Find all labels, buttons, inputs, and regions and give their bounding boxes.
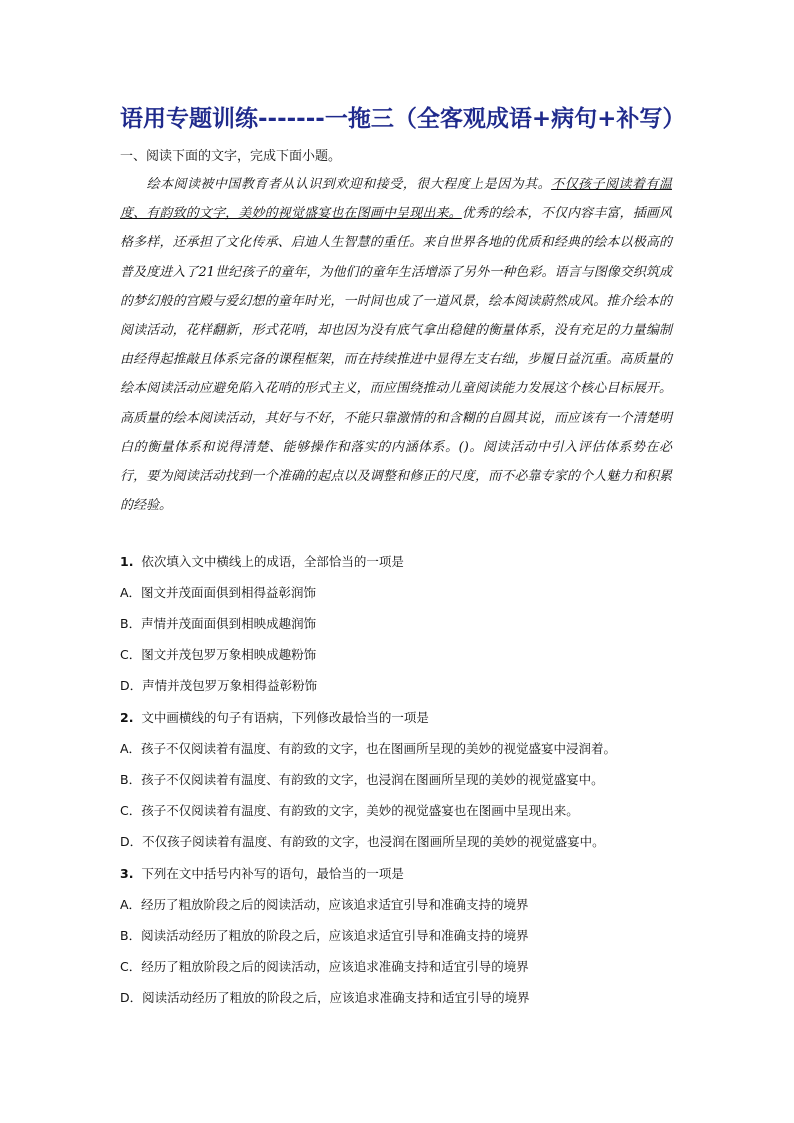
option-item: D．阅读活动经历了粗放的阶段之后，应该追求准确支持和适宜引导的境界 xyxy=(120,990,530,1005)
option-item: A．孩子不仅阅读着有温度、有韵致的文字，也在图画所呈现的美妙的视觉盛宴中浸润着。 xyxy=(120,741,617,756)
option-item: A．经历了粗放阶段之后的阅读活动，应该追求适宜引导和准确支持的境界 xyxy=(120,897,529,912)
option-item: D．声情并茂包罗万象相得益彰粉饰 xyxy=(120,678,318,693)
underlined-sentence: 不仅孩子阅读着有温度、有韵致的文字，美妙的视觉盛宴也在图画中呈现出来。 xyxy=(120,177,672,222)
document-title: 语用专题训练-------一拖三（全客观成语+病句+补写） xyxy=(120,106,686,132)
reading-passage xyxy=(120,170,672,520)
option-item: C．经历了粗放阶段之后的阅读活动，应该追求准确支持和适宜引导的境界 xyxy=(120,959,529,974)
question-stem: 1. 依次填入文中横线上的成语，全部恰当的一项是 xyxy=(120,554,404,569)
option-item: B．声情并茂面面俱到相映成趣润饰 xyxy=(120,616,317,631)
section-heading: 一、阅读下面的文字，完成下面小题。 xyxy=(120,149,342,164)
option-item: A．图文并茂面面俱到相得益彰润饰 xyxy=(120,585,317,600)
question-stem: 3. 下列在文中括号内补写的语句，最恰当的一项是 xyxy=(120,866,404,881)
option-item: B．孩子不仅阅读着有温度、有韵致的文字，也浸润在图画所呈现的美妙的视觉盛宴中。 xyxy=(120,772,604,787)
option-item: B．阅读活动经历了粗放的阶段之后，应该追求适宜引导和准确支持的境界 xyxy=(120,928,529,943)
passage-text-part1: 绘本阅读被中国教育者从认识到欢迎和接受，很大程度上是因为其。 xyxy=(146,177,552,192)
option-item: D．不仅孩子阅读着有温度、有韵致的文字，也浸润在图画所呈现的美妙的视觉盛宴中。 xyxy=(120,834,605,849)
option-item: C．孩子不仅阅读着有温度、有韵致的文字，美妙的视觉盛宴也在图画中呈现出来。 xyxy=(120,803,579,818)
question-stem: 2. 文中画横线的句子有语病，下列修改最恰当的一项是 xyxy=(120,710,429,725)
passage-text-part2: 优秀的绘本，不仅内容丰富，插画风格多样，还承担了文化传承、启迪人生智慧的重任。来自世界各地的优质和经典的绘本以极高的普及度进入了21世纪孩子的童年，为他们的童年生活增添了另外一种色彩。语言与图像交织筑成的梦幻般的宫殿与爱幻想的童年时光，一时间也成了一道风景，绘本阅读蔚然成风。推介绘本的阅读活动，花样翻新，形式花哨，却也因为没有底气拿出稳健的衡量体系，没有充足的力量编制由经得起推敲且体系完备的课程框架，而在持续推进中显得左支右绌，步履日益沉重。高质量的绘本阅读活动应避免陷入花哨的形式主义，而应围绕推动儿童阅读能力发展这个核心目标展开。高质量的绘本阅读活动，其好与不好，不能只靠激情的和含糊的自圆其说，而应该有一个清楚明白的衡量体系和说得清楚、能够操作和落实的内涵体系。()。阅读活动中引入评估体系势在必行，要为阅读活动找到一个准确的起点以及调整和修正的尺度，而不必靠专家的个人魅力和积累的经验。 xyxy=(120,206,672,514)
option-item: C．图文并茂包罗万象相映成趣粉饰 xyxy=(120,647,317,662)
